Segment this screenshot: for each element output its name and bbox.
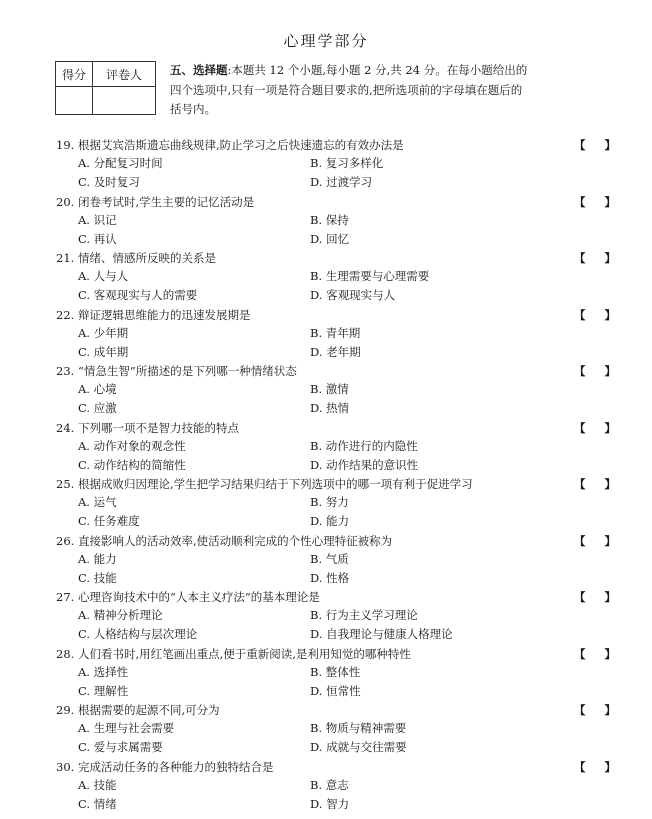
option-c: C. 人格结构与层次理论 (78, 627, 198, 641)
answer-bracket[interactable] (574, 701, 616, 720)
score-cell[interactable] (56, 87, 93, 115)
section-instructions (170, 61, 530, 120)
option-b: B. 生理需要与心理需要 (310, 269, 430, 283)
option-a: A. 动作对象的观念性 (78, 438, 186, 453)
question-stem: 26. 直接影响人的活动效率,使活动顺利完成的个性心理特征被称为 (56, 533, 393, 548)
bracket-open: 【 (574, 759, 586, 774)
question-item (56, 249, 616, 306)
bracket-close: 】 (604, 533, 616, 548)
bracket-close: 】 (604, 420, 616, 435)
question-item (56, 362, 616, 419)
bracket-open: 【 (574, 703, 586, 717)
option-b: B. 气质 (310, 551, 349, 566)
question-item (56, 419, 616, 476)
question-item (56, 136, 616, 193)
question-item (56, 193, 616, 250)
grader-header: 评卷人 (93, 62, 156, 87)
question-item (56, 645, 616, 702)
answer-bracket[interactable] (574, 475, 616, 494)
question-stem: 21. 情绪、情感所反映的关系是 (56, 251, 216, 265)
bracket-close: 】 (604, 194, 616, 209)
score-table (55, 61, 156, 115)
option-d: D. 能力 (310, 514, 350, 528)
option-b: B. 意志 (310, 777, 349, 792)
option-b: B. 激情 (310, 382, 349, 396)
option-d: D. 回忆 (310, 231, 350, 246)
question-stem: 30. 完成活动任务的各种能力的独特结合是 (56, 759, 274, 774)
option-d: D. 性格 (310, 570, 350, 585)
option-a: A. 精神分析理论 (78, 608, 163, 622)
bracket-open: 【 (574, 307, 586, 322)
answer-bracket[interactable] (574, 193, 616, 212)
option-a: A. 技能 (78, 777, 117, 792)
question-stem: 22. 辩证逻辑思维能力的迅速发展期是 (56, 307, 251, 322)
question-list (56, 136, 616, 814)
option-a: A. 能力 (78, 551, 117, 566)
section-title: 心理学部分 (283, 32, 369, 50)
answer-bracket[interactable] (574, 362, 616, 381)
answer-bracket[interactable] (574, 532, 616, 551)
question-item (56, 306, 616, 363)
answer-bracket[interactable] (574, 419, 616, 438)
option-a: A. 少年期 (78, 325, 129, 340)
bracket-close: 】 (604, 703, 616, 717)
option-d: D. 动作结果的意识性 (310, 457, 419, 472)
option-d: D. 客观现实与人 (310, 288, 396, 302)
bracket-close: 】 (604, 364, 616, 378)
bracket-open: 【 (574, 138, 586, 152)
option-d: D. 恒常性 (310, 683, 361, 698)
question-item (56, 532, 616, 589)
question-stem: 24. 下列哪一项不是智力技能的特点 (56, 420, 239, 435)
bracket-open: 【 (574, 251, 586, 265)
option-b: B. 保持 (310, 212, 349, 227)
bracket-open: 【 (574, 477, 586, 491)
option-b: B. 物质与精神需要 (310, 721, 407, 735)
question-item (56, 588, 616, 645)
option-c: C. 应激 (78, 401, 117, 415)
option-a: A. 心境 (78, 382, 117, 396)
answer-bracket[interactable] (574, 588, 616, 607)
option-c: C. 任务难度 (78, 514, 140, 528)
question-item (56, 701, 616, 758)
option-c: C. 动作结构的简缩性 (78, 457, 186, 472)
question-stem: 20. 闭卷考试时,学生主要的记忆活动是 (56, 194, 255, 209)
grader-cell[interactable] (93, 87, 156, 115)
bracket-close: 】 (604, 590, 616, 604)
option-b: B. 整体性 (310, 664, 361, 679)
question-stem: 19. 根据艾宾浩斯遗忘曲线规律,防止学习之后快速遗忘的有效办法是 (56, 138, 404, 152)
bracket-close: 】 (604, 477, 616, 491)
question-item (56, 758, 616, 815)
option-d: D. 成就与交往需要 (310, 740, 407, 754)
option-b: B. 复习多样化 (310, 156, 384, 170)
option-a: A. 人与人 (78, 269, 129, 283)
option-a: A. 生理与社会需要 (78, 721, 175, 735)
question-stem: 25. 根据成败归因理论,学生把学习结果归结于下列选项中的哪一项有利于促进学习 (56, 477, 473, 491)
option-b: B. 动作进行的内隐性 (310, 438, 418, 453)
instructions-text: :本题共 12 个小题,每小题 2 分,共 24 分。在每小题给出的四个选项中,只有一项是符合题目要求的,把所选项前的字母填在题后的括号内。 (170, 63, 528, 116)
bracket-open: 【 (574, 533, 586, 548)
question-stem: 23. “情急生智”所描述的是下列哪一种情绪状态 (56, 364, 297, 378)
option-d: D. 自我理论与健康人格理论 (310, 627, 453, 641)
question-stem: 27. 心理咨询技术中的“人本主义疗法”的基本理论是 (56, 590, 320, 604)
bracket-close: 】 (604, 307, 616, 322)
bracket-close: 】 (604, 646, 616, 661)
option-a: A. 分配复习时间 (78, 156, 163, 170)
answer-bracket[interactable] (574, 758, 616, 777)
option-c: C. 客观现实与人的需要 (78, 288, 198, 302)
instructions-lead: 五、选择题 (170, 63, 228, 77)
answer-bracket[interactable] (574, 136, 616, 155)
option-d: D. 热情 (310, 401, 350, 415)
bracket-open: 【 (574, 420, 586, 435)
option-c: C. 再认 (78, 231, 117, 246)
question-stem: 29. 根据需要的起源不同,可分为 (56, 703, 220, 717)
bracket-close: 】 (604, 138, 616, 152)
answer-bracket[interactable] (574, 645, 616, 664)
bracket-close: 】 (604, 251, 616, 265)
bracket-close: 】 (604, 759, 616, 774)
option-c: C. 成年期 (78, 344, 129, 359)
option-c: C. 理解性 (78, 683, 129, 698)
option-d: D. 过渡学习 (310, 175, 373, 189)
option-a: A. 识记 (78, 212, 117, 227)
question-item (56, 475, 616, 532)
option-a: A. 运气 (78, 495, 117, 509)
answer-bracket[interactable] (574, 249, 616, 268)
question-stem: 28. 人们看书时,用红笔画出重点,便于重新阅读,是利用知觉的哪种特性 (56, 646, 411, 661)
answer-bracket[interactable] (574, 306, 616, 325)
option-b: B. 行为主义学习理论 (310, 608, 418, 622)
bracket-open: 【 (574, 646, 586, 661)
option-a: A. 选择性 (78, 664, 129, 679)
option-c: C. 情绪 (78, 796, 117, 811)
bracket-open: 【 (574, 590, 586, 604)
option-c: C. 爱与求属需要 (78, 740, 163, 754)
score-header: 得分 (56, 62, 93, 87)
bracket-open: 【 (574, 364, 586, 378)
bracket-open: 【 (574, 194, 586, 209)
option-c: C. 及时复习 (78, 175, 140, 189)
option-c: C. 技能 (78, 570, 117, 585)
option-b: B. 青年期 (310, 325, 361, 340)
option-d: D. 智力 (310, 796, 350, 811)
option-b: B. 努力 (310, 495, 349, 509)
option-d: D. 老年期 (310, 344, 361, 359)
